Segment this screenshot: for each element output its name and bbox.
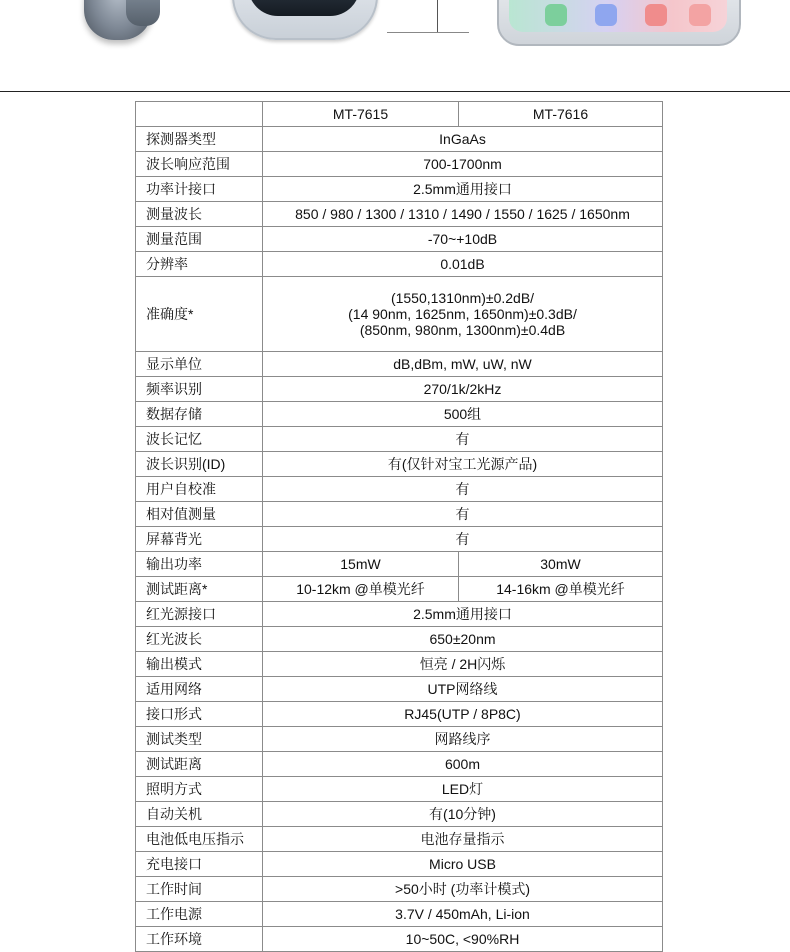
spec-value: 恒亮 / 2H闪烁 [263, 652, 663, 677]
spec-value: 有 [263, 427, 663, 452]
spec-header-row [136, 102, 663, 127]
spec-value: 15mW [263, 552, 459, 577]
spec-value-line: (850nm, 980nm, 1300nm)±0.4dB [359, 322, 566, 338]
spec-value: 500组 [263, 402, 663, 427]
spec-label: 波长识别(ID) [136, 452, 263, 477]
spec-value: 电池存量指示 [263, 827, 663, 852]
app-icon [595, 4, 617, 26]
product-photos [0, 0, 790, 92]
spec-row [136, 602, 663, 627]
model-header-cell: MT-7616 [459, 102, 663, 127]
spec-row [136, 427, 663, 452]
device-photo-power-meter [232, 0, 378, 40]
spec-label: 接口形式 [136, 702, 263, 727]
spec-label: 频率识别 [136, 377, 263, 402]
spec-value: dB,dBm, mW, uW, nW [263, 352, 663, 377]
spec-label: 工作电源 [136, 902, 263, 927]
spec-value: InGaAs [263, 127, 663, 152]
spec-label: 数据存储 [136, 402, 263, 427]
spec-row [136, 252, 663, 277]
spec-value: 有 [263, 477, 663, 502]
spec-label: 测试距离 [136, 752, 263, 777]
spec-label: 红光波长 [136, 627, 263, 652]
spec-row [136, 902, 663, 927]
spec-row [136, 502, 663, 527]
spec-row [136, 452, 663, 477]
spec-row [136, 577, 663, 602]
spec-row [136, 152, 663, 177]
spec-label: 波长响应范围 [136, 152, 263, 177]
spec-row [136, 202, 663, 227]
spec-row [136, 227, 663, 252]
spec-label: 显示单位 [136, 352, 263, 377]
spec-value: 10~50C, <90%RH [263, 927, 663, 952]
spec-value: 2.5mm通用接口 [263, 602, 663, 627]
app-icon [689, 4, 711, 26]
section-divider [0, 91, 790, 92]
spec-label: 测量范围 [136, 227, 263, 252]
device-photo-wheel-part [126, 0, 160, 26]
spec-value: 10-12km @单模光纤 [263, 577, 459, 602]
spec-label: 相对值测量 [136, 502, 263, 527]
spec-row [136, 552, 663, 577]
spec-label: 探测器类型 [136, 127, 263, 152]
spec-label: 测试类型 [136, 727, 263, 752]
spec-value: 网路线序 [263, 727, 663, 752]
spec-value: 30mW [459, 552, 663, 577]
spec-label: 屏幕背光 [136, 527, 263, 552]
device-photo-phone [497, 0, 741, 46]
spec-label: 分辨率 [136, 252, 263, 277]
spec-label: 工作时间 [136, 877, 263, 902]
spec-row [136, 727, 663, 752]
spec-label: 功率计接口 [136, 177, 263, 202]
spec-value: 600m [263, 752, 663, 777]
spec-row [136, 352, 663, 377]
device-screen [248, 0, 360, 16]
spec-value-line: (14 90nm, 1625nm, 1650nm)±0.3dB/ [348, 306, 577, 322]
spec-row [136, 777, 663, 802]
callout-line [387, 32, 469, 33]
phone-screen [509, 0, 727, 32]
spec-value: 有(10分钟) [263, 802, 663, 827]
spec-value: LED灯 [263, 777, 663, 802]
spec-row [136, 377, 663, 402]
spec-value: 有 [263, 502, 663, 527]
spec-value: 有 [263, 527, 663, 552]
spec-row [136, 702, 663, 727]
spec-label: 输出模式 [136, 652, 263, 677]
spec-row [136, 877, 663, 902]
spec-value: >50小时 (功率计模式) [263, 877, 663, 902]
spec-row [136, 527, 663, 552]
spec-value [263, 277, 663, 352]
spec-label: 准确度* [136, 277, 263, 352]
spec-label: 电池低电压指示 [136, 827, 263, 852]
spec-row [136, 652, 663, 677]
header-corner-cell [136, 102, 263, 127]
spec-value: 有(仅针对宝工光源产品) [263, 452, 663, 477]
spec-table [135, 101, 663, 952]
spec-row [136, 802, 663, 827]
spec-row [136, 827, 663, 852]
spec-row [136, 927, 663, 952]
spec-label: 充电接口 [136, 852, 263, 877]
spec-value: 650±20nm [263, 627, 663, 652]
spec-row [136, 477, 663, 502]
spec-label: 工作环境 [136, 927, 263, 952]
spec-value: 0.01dB [263, 252, 663, 277]
spec-value: 850 / 980 / 1300 / 1310 / 1490 / 1550 / 1625 / 1650nm [263, 202, 663, 227]
spec-value: RJ45(UTP / 8P8C) [263, 702, 663, 727]
spec-row [136, 127, 663, 152]
spec-row [136, 402, 663, 427]
spec-value: 700-1700nm [263, 152, 663, 177]
spec-value: 14-16km @单模光纤 [459, 577, 663, 602]
spec-label: 适用网络 [136, 677, 263, 702]
spec-label: 红光源接口 [136, 602, 263, 627]
spec-row [136, 852, 663, 877]
spec-value: Micro USB [263, 852, 663, 877]
app-icon [545, 4, 567, 26]
spec-value: UTP网络线 [263, 677, 663, 702]
spec-value: -70~+10dB [263, 227, 663, 252]
spec-value: 2.5mm通用接口 [263, 177, 663, 202]
spec-row [136, 627, 663, 652]
model-header-cell: MT-7615 [263, 102, 459, 127]
spec-row [136, 277, 663, 352]
spec-label: 照明方式 [136, 777, 263, 802]
spec-value: 3.7V / 450mAh, Li-ion [263, 902, 663, 927]
spec-row [136, 752, 663, 777]
spec-label: 测试距离* [136, 577, 263, 602]
spec-row [136, 177, 663, 202]
spec-label: 测量波长 [136, 202, 263, 227]
spec-label: 用户自校准 [136, 477, 263, 502]
spec-value-line: (1550,1310nm)±0.2dB/ [390, 290, 535, 306]
spec-label: 输出功率 [136, 552, 263, 577]
app-icon [645, 4, 667, 26]
spec-value: 270/1k/2kHz [263, 377, 663, 402]
spec-label: 自动关机 [136, 802, 263, 827]
spec-row [136, 677, 663, 702]
spec-label: 波长记忆 [136, 427, 263, 452]
callout-line [437, 0, 438, 33]
